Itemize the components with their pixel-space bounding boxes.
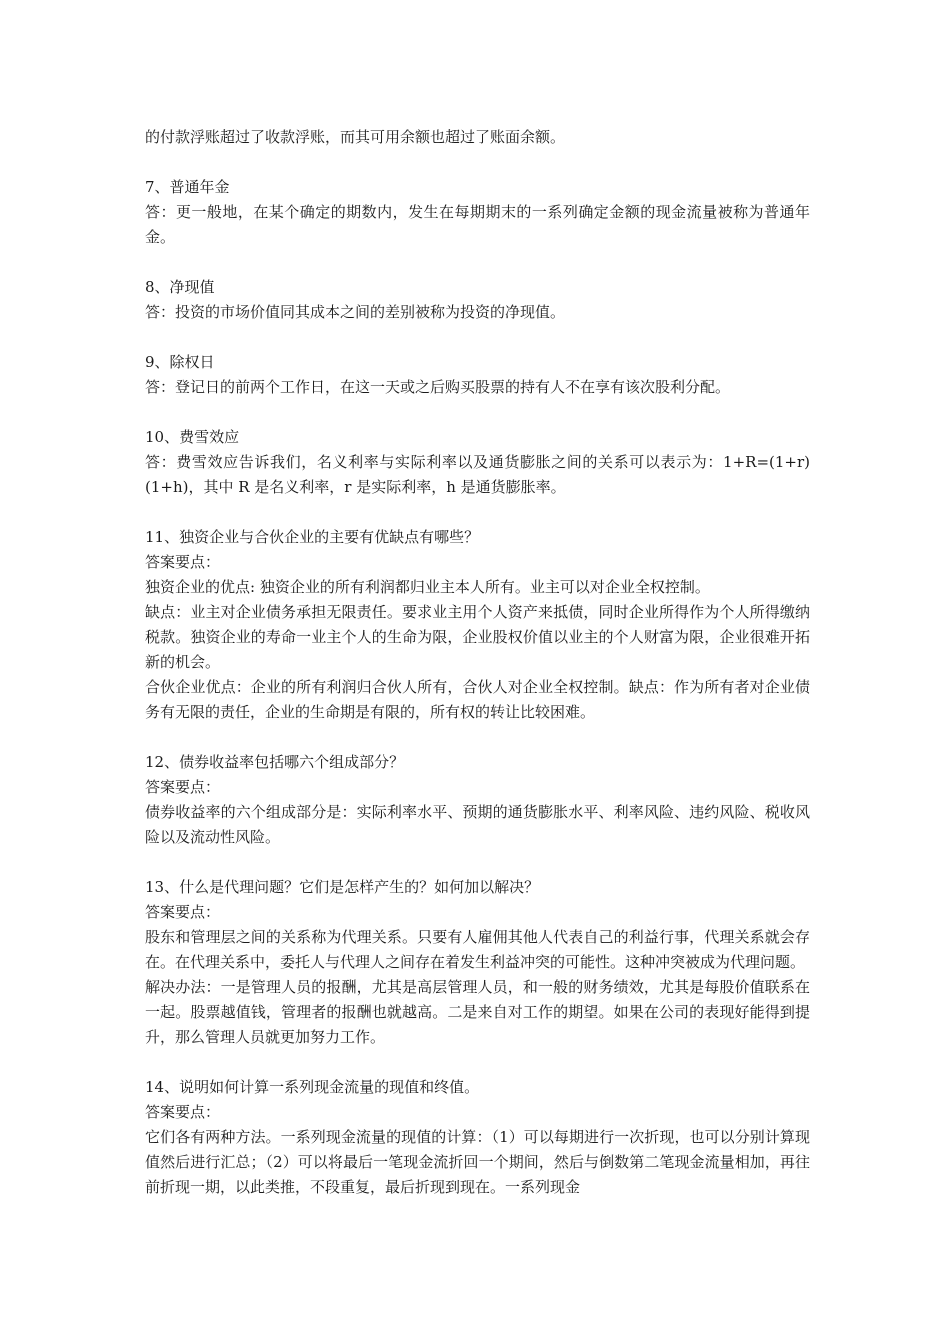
question-title: 13、什么是代理问题？它们是怎样产生的？如何加以解决？ bbox=[145, 878, 540, 896]
answer-text: 答：费雪效应告诉我们，名义利率与实际利率以及通货膨胀之间的关系可以表示为：1+R=(1+r)(1+h)，其中 R 是名义利率，r 是实际利率，h 是通货膨胀率。 bbox=[145, 453, 810, 496]
question-12 bbox=[145, 750, 810, 850]
question-9 bbox=[145, 350, 810, 400]
answer-label: 答案要点： bbox=[145, 1103, 221, 1121]
question-title: 8、净现值 bbox=[145, 278, 215, 296]
question-title: 11、独资企业与合伙企业的主要有优缺点有哪些？ bbox=[145, 528, 480, 546]
answer-text: 答：更一般地，在某个确定的期数内，发生在每期期末的一系列确定金额的现金流量被称为普通年金。 bbox=[145, 203, 810, 246]
answer-text: 它们各有两种方法。一系列现金流量的现值的计算：（1）可以每期进行一次折现，也可以分别计算现值然后进行汇总；（2）可以将最后一笔现金流折回一个期间，然后与倒数第二笔现金流量相加，再往前折现一期，以此类推，不段重复，最后折现到现在。一系列现金 bbox=[145, 1128, 810, 1196]
answer-text: 缺点：业主对企业债务承担无限责任。要求业主用个人资产来抵债，同时企业所得作为个人所得缴纳税款。独资企业的寿命一业主个人的生命为限，企业股权价值以业主的个人财富为限，企业很难开拓新的机会。 bbox=[145, 603, 810, 671]
continuation-block bbox=[145, 125, 810, 150]
answer-label: 答案要点： bbox=[145, 553, 221, 571]
answer-label: 答案要点： bbox=[145, 903, 221, 921]
question-8 bbox=[145, 275, 810, 325]
question-title: 12、债券收益率包括哪六个组成部分？ bbox=[145, 753, 405, 771]
answer-text: 解决办法：一是管理人员的报酬，尤其是高层管理人员，和一般的财务绩效，尤其是每股价值联系在一起。股票越值钱，管理者的报酬也就越高。二是来自对工作的期望。如果在公司的表现好能得到提升，那么管理人员就更加努力工作。 bbox=[145, 978, 810, 1046]
answer-text: 独资企业的优点: 独资企业的所有利润都归业主本人所有。业主可以对企业全权控制。 bbox=[145, 578, 710, 596]
question-14 bbox=[145, 1075, 810, 1200]
answer-label: 答案要点： bbox=[145, 778, 221, 796]
question-title: 10、费雪效应 bbox=[145, 428, 240, 446]
answer-text: 股东和管理层之间的关系称为代理关系。只要有人雇佣其他人代表自己的利益行事，代理关系就会存在。在代理关系中，委托人与代理人之间存在着发生利益冲突的可能性。这种冲突被成为代理问题。 bbox=[145, 928, 810, 971]
paragraph: 的付款浮账超过了收款浮账，而其可用余额也超过了账面余额。 bbox=[145, 128, 566, 146]
question-11 bbox=[145, 525, 810, 725]
answer-text: 答：登记日的前两个工作日，在这一天或之后购买股票的持有人不在享有该次股利分配。 bbox=[145, 378, 731, 396]
question-10 bbox=[145, 425, 810, 500]
answer-text: 合伙企业优点：企业的所有利润归合伙人所有，合伙人对企业全权控制。缺点：作为所有者对企业债务有无限的责任，企业的生命期是有限的，所有权的转让比较困难。 bbox=[145, 678, 810, 721]
document-page bbox=[145, 125, 810, 1200]
question-13 bbox=[145, 875, 810, 1050]
question-7 bbox=[145, 175, 810, 250]
answer-text: 债券收益率的六个组成部分是：实际利率水平、预期的通货膨胀水平、利率风险、违约风险、税收风险以及流动性风险。 bbox=[145, 803, 810, 846]
question-title: 14、说明如何计算一系列现金流量的现值和终值。 bbox=[145, 1078, 480, 1096]
question-title: 9、除权日 bbox=[145, 353, 215, 371]
question-title: 7、普通年金 bbox=[145, 178, 230, 196]
answer-text: 答：投资的市场价值同其成本之间的差别被称为投资的净现值。 bbox=[145, 303, 566, 321]
